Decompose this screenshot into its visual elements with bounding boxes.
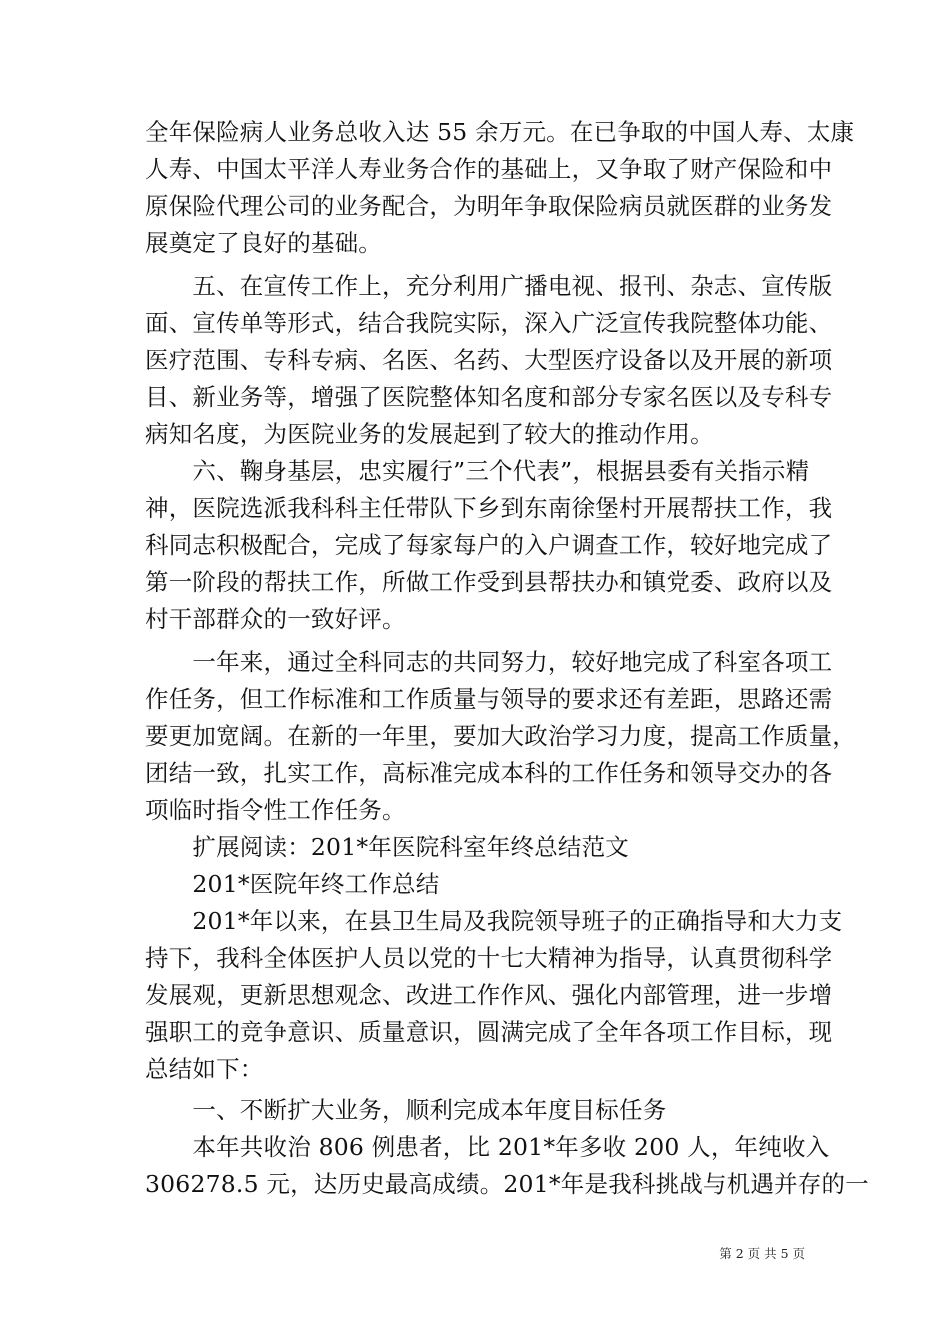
text-line: 项临时指令性工作任务。	[145, 796, 406, 824]
text-line: 全年保险病人业务总收入达 55 余万元。在已争取的中国人寿、太康	[145, 118, 855, 146]
text-line: 本年共收治 806 例患者，比 201*年多收 200 人，年纯收入	[145, 1133, 830, 1161]
text-line: 要更加宽阔。在新的一年里，要加大政治学习力度，提高工作质量，	[145, 722, 856, 750]
text-line: 306278.5 元，达历史最高成绩。201*年是我科挑战与机遇并存的一	[145, 1170, 869, 1198]
text-line: 一、不断扩大业务，顺利完成本年度目标任务	[145, 1096, 667, 1124]
text-line: 第一阶段的帮扶工作，所做工作受到县帮扶办和镇党委、政府以及	[145, 568, 833, 596]
text-line: 五、在宣传工作上，充分利用广播电视、报刊、杂志、宣传版	[145, 272, 833, 300]
text-line: 面、宣传单等形式，结合我院实际，深入广泛宣传我院整体功能、	[145, 309, 833, 337]
text-line: 一年来，通过全科同志的共同努力，较好地完成了科室各项工	[145, 648, 833, 676]
text-line: 科同志积极配合，完成了每家每户的入户调查工作，较好地完成了	[145, 531, 833, 559]
text-line: 六、鞠身基层，忠实履行”三个代表”，根据县委有关指示精	[145, 457, 810, 485]
text-line: 强职工的竞争意识、质量意识，圆满完成了全年各项工作目标，现	[145, 1018, 833, 1046]
text-line: 发展观，更新思想观念、改进工作作风、强化内部管理，进一步增	[145, 981, 833, 1009]
text-line: 目、新业务等，增强了医院整体知名度和部分专家名医以及专科专	[145, 383, 833, 411]
text-line: 神，医院选派我科科主任带队下乡到东南徐堡村开展帮扶工作，我	[145, 494, 833, 522]
text-line: 原保险代理公司的业务配合，为明年争取保险病员就医群的业务发	[145, 192, 833, 220]
text-line: 作任务，但工作标准和工作质量与领导的要求还有差距，思路还需	[145, 685, 833, 713]
text-line: 村干部群众的一致好评。	[145, 605, 406, 633]
text-line: 总结如下：	[145, 1055, 264, 1083]
text-line: 扩展阅读：201*年医院科室年终总结范文	[145, 833, 630, 861]
text-line: 病知名度，为医院业务的发展起到了较大的推动作用。	[145, 420, 714, 448]
text-line: 201*年以来，在县卫生局及我院领导班子的正确指导和大力支	[145, 907, 843, 935]
text-line: 持下，我科全体医护人员以党的十七大精神为指导，认真贯彻科学	[145, 944, 833, 972]
text-line: 展奠定了良好的基础。	[145, 229, 382, 257]
page-number-footer: 第 2 页 共 5 页	[719, 1246, 805, 1261]
text-line: 人寿、中国太平洋人寿业务合作的基础上，又争取了财产保险和中	[145, 155, 833, 183]
text-line: 医疗范围、专科专病、名医、名药、大型医疗设备以及开展的新项	[145, 346, 833, 374]
text-line: 团结一致，扎实工作，高标准完成本科的工作任务和领导交办的各	[145, 759, 833, 787]
text-line: 201*医院年终工作总结	[145, 870, 440, 898]
